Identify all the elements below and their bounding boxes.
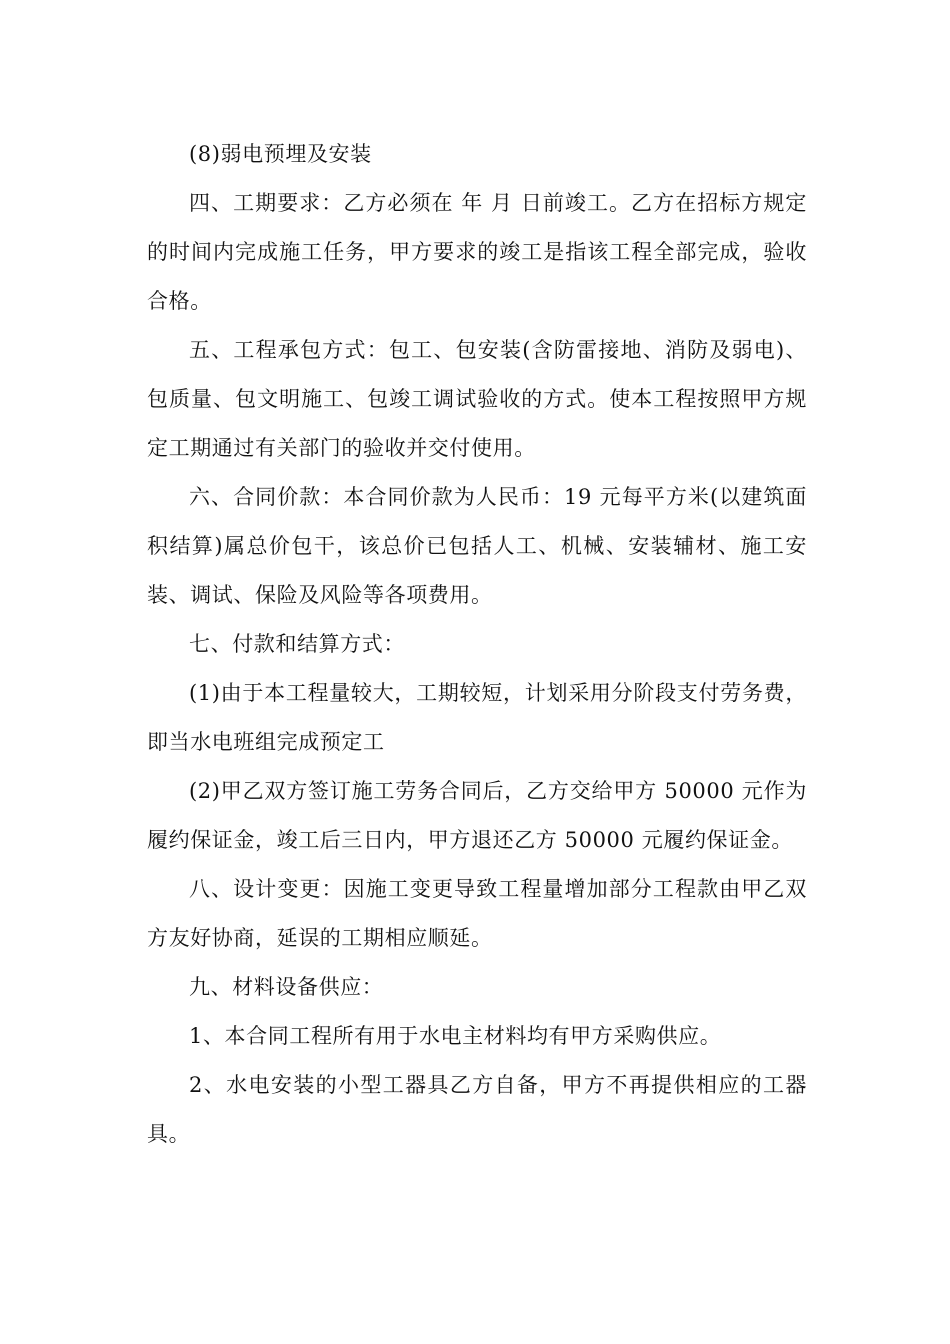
document-body: [147, 130, 807, 1159]
paragraph-section-7-payment: 七、付款和结算方式：: [189, 632, 405, 656]
paragraph-section-6-price: 六、合同价款：本合同价款为人民币：19 元每平方米(以建筑面积结算)属总价包干，该总价已包括人工、机械、安装辅材、施工安装、调试、保险及风险等各项费用。: [147, 485, 807, 607]
paragraph-materials-item-2: 2、水电安装的小型工器具乙方自备，甲方不再提供相应的工器具。: [147, 1073, 807, 1146]
paragraph-materials-item-1: 1、本合同工程所有用于水电主材料均有甲方采购供应。: [189, 1024, 722, 1048]
paragraph-section-5-contract-mode: 五、工程承包方式：包工、包安装(含防雷接地、消防及弱电)、包质量、包文明施工、包竣工调试验收的方式。使本工程按照甲方规定工期通过有关部门的验收并交付使用。: [147, 338, 807, 460]
paragraph-section-4-schedule: 四、工期要求：乙方必须在 年 月 日前竣工。乙方在招标方规定的时间内完成施工任务，甲方要求的竣工是指该工程全部完成，验收合格。: [147, 191, 807, 313]
paragraph-section-8-design-change: 八、设计变更：因施工变更导致工程量增加部分工程款由甲乙双方友好协商，延误的工期相应顺延。: [147, 877, 807, 950]
paragraph-section-9-materials: 九、材料设备供应：: [189, 975, 384, 999]
paragraph-payment-item-2: (2)甲乙双方签订施工劳务合同后，乙方交给甲方 50000 元作为履约保证金，竣工后三日内，甲方退还乙方 50000 元履约保证金。: [147, 779, 807, 852]
paragraph-item-8-weak-current: (8)弱电预埋及安装: [189, 142, 372, 166]
paragraph-payment-item-1: (1)由于本工程量较大，工期较短，计划采用分阶段支付劳务费，即当水电班组完成预定工: [147, 681, 807, 754]
